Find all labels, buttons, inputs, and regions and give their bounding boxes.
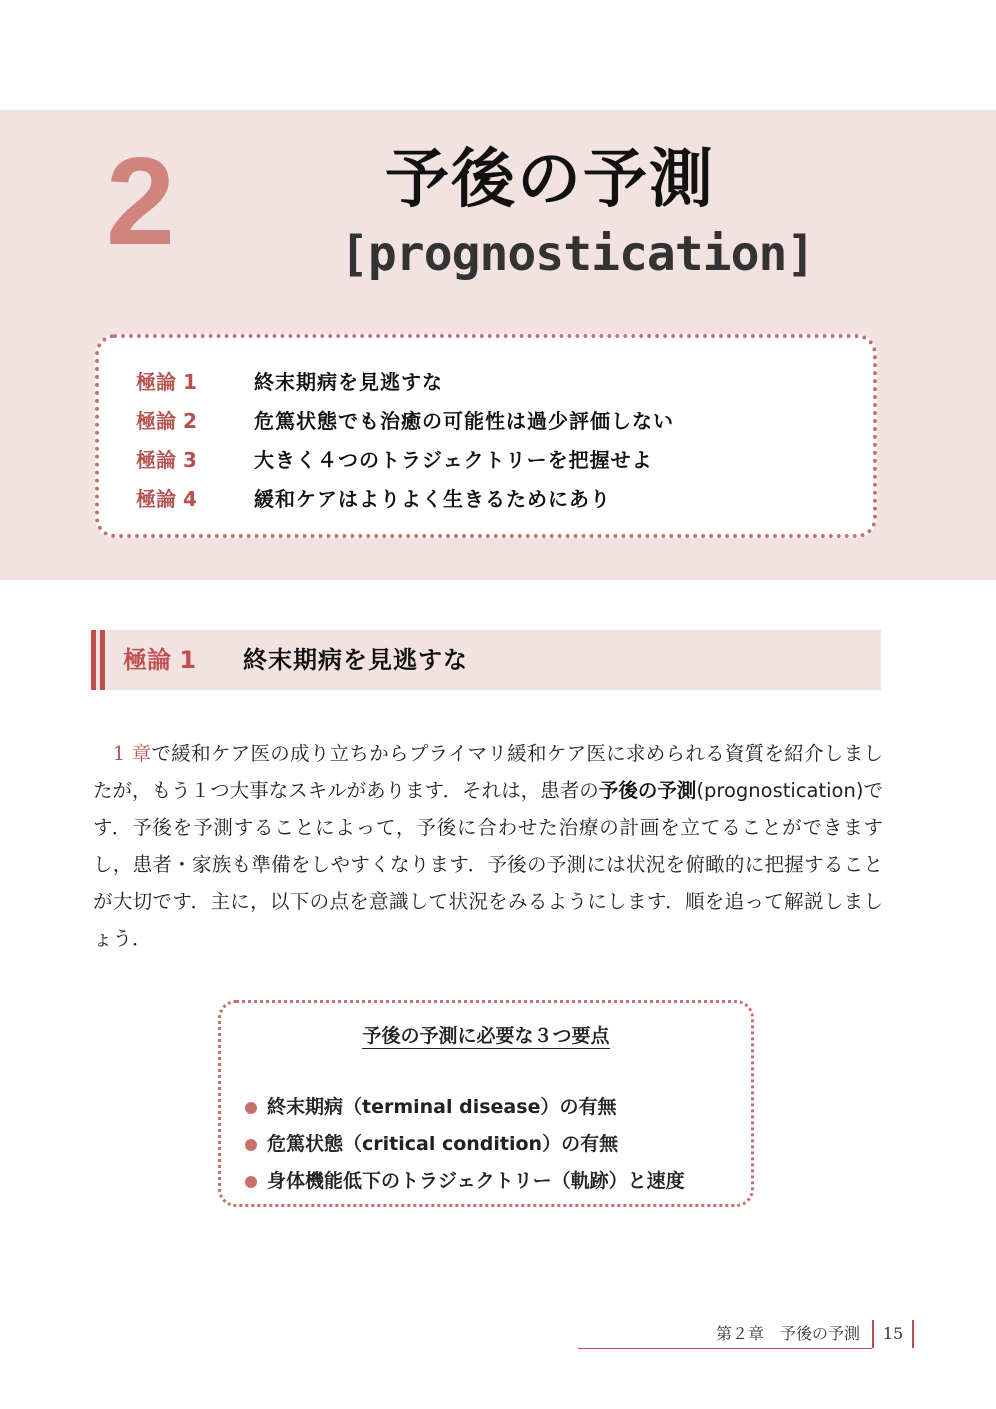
body-term: (prognostication)	[696, 779, 864, 802]
summary-item-key: 極論 3	[136, 448, 197, 472]
list-item	[245, 1126, 745, 1163]
section-bar	[100, 630, 105, 690]
key-points-title-text: 予後の予測に必要な３つ要点	[362, 1025, 610, 1047]
chapter-title: 予後の予測	[385, 143, 715, 217]
body-text-part: です．予後を予測することによって，予後に合わせた治療の計画を立てることができますし，患者・家族も準備をしやすくなります．予後の予測には状況を俯瞰的に把握することが大切です．主に，以下の点を意識して状況をみるようにします．順を追って解説しましょう．	[93, 779, 883, 950]
page-footer	[578, 1320, 914, 1349]
running-footer: 第２章 予後の予測	[715, 1324, 860, 1343]
list-item	[245, 1163, 745, 1200]
chapter-number: 2	[106, 133, 175, 271]
summary-box	[95, 334, 877, 538]
list-item-label: 終末期病（terminal disease）の有無	[267, 1096, 617, 1118]
section-heading	[91, 630, 881, 690]
key-points-box	[218, 1000, 754, 1207]
summary-item-text: 危篤状態でも治癒の可能性は過少評価しない	[254, 409, 674, 433]
footer-rule	[578, 1348, 872, 1349]
body-paragraph	[93, 735, 883, 957]
bullet-dot-icon	[245, 1176, 257, 1188]
summary-item-text: 緩和ケアはよりよく生きるためにあり	[254, 487, 611, 511]
section-key: 極論 1	[123, 646, 197, 674]
list-item-label: 危篤状態（critical condition）の有無	[267, 1133, 619, 1155]
page-number: 15	[882, 1324, 904, 1343]
footer-divider	[872, 1320, 874, 1348]
summary-item-text: 大きく４つのトラジェクトリーを把握せよ	[254, 448, 653, 472]
body-text-part: で緩和ケア医の成り立ちからプライマリ緩和ケア医に求められる資質を紹介しましたが，もう１つ大事なスキルがあります．それは，患者の	[93, 742, 883, 802]
summary-item-key: 極論 2	[136, 409, 197, 433]
list-item	[245, 1089, 745, 1126]
summary-item-text: 終末期病を見逃すな	[254, 370, 443, 394]
key-points-title	[221, 1021, 751, 1048]
summary-item-key: 極論 4	[136, 487, 197, 511]
bullet-dot-icon	[245, 1139, 257, 1151]
section-title: 終末期病を見逃すな	[243, 646, 468, 674]
list-item-label: 身体機能低下のトラジェクトリー（軌跡）と速度	[267, 1170, 685, 1192]
body-emphasis: 予後の予測	[598, 779, 697, 802]
key-points-list	[245, 1089, 745, 1200]
section-bar	[91, 630, 96, 690]
footer-divider	[912, 1320, 914, 1348]
bullet-dot-icon	[245, 1102, 257, 1114]
summary-item-key: 極論 1	[136, 370, 197, 394]
chapter-subtitle: [prognostication]	[340, 226, 815, 282]
chapter-reference: 1 章	[112, 742, 152, 765]
